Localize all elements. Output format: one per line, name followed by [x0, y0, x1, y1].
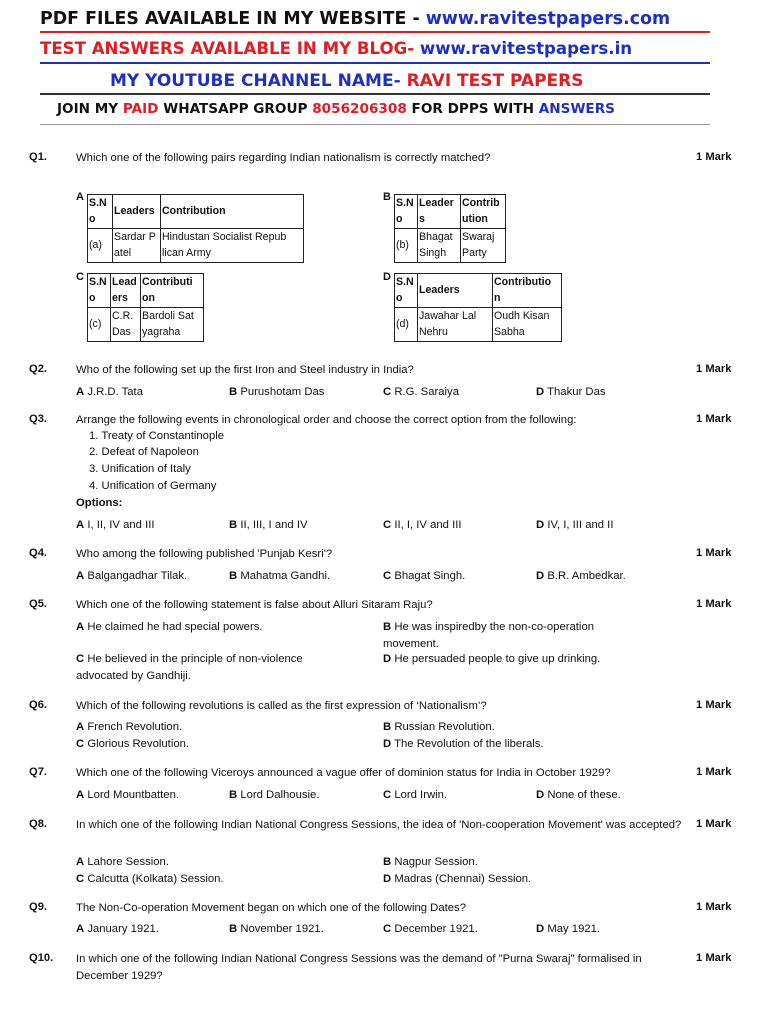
table-header-cell: Contrib ution: [461, 195, 506, 229]
answer-option-c[interactable]: [383, 787, 447, 804]
option-letter: D: [536, 386, 545, 398]
answer-option-c[interactable]: [76, 736, 189, 753]
option-text: II, I, IV and III: [394, 519, 462, 531]
question-text: In which one of the following Indian National Congress Sessions was the demand of "Purna Swaraj" formalised in December 1929?: [76, 953, 642, 982]
answer-option-b[interactable]: [229, 921, 324, 938]
answer-option-b[interactable]: [229, 517, 308, 534]
option-text: The Revolution of the liberals.: [394, 738, 544, 750]
table-cell: Sardar P atel: [113, 229, 161, 263]
list-item: 2. Defeat of Napoleon: [89, 446, 199, 458]
option-text: Glorious Revolution.: [87, 738, 190, 750]
answer-option-b[interactable]: [229, 384, 324, 401]
answer-option-d[interactable]: [383, 651, 600, 668]
answer-option-d[interactable]: [536, 787, 621, 804]
question-text: Who of the following set up the first Iron and Steel industry in India?: [76, 364, 414, 376]
table-option-label: B: [383, 191, 391, 203]
question-text: Which of the following revolutions is called as the first expression of ‘Nationalism’?: [76, 700, 487, 712]
option-text: R.G. Saraiya: [394, 386, 459, 398]
option-text: IV, I, III and II: [547, 519, 614, 531]
answer-option-c[interactable]: [76, 651, 341, 684]
option-letter: D: [383, 738, 392, 750]
answer-option-c[interactable]: [383, 384, 459, 401]
option-letter: B: [229, 386, 238, 398]
question-mark: 1 Mark: [696, 151, 732, 163]
answer-option-d[interactable]: [536, 921, 600, 938]
answer-option-a[interactable]: [76, 568, 187, 585]
option-letter: C: [76, 873, 85, 885]
question-number: Q7.: [29, 766, 48, 778]
answer-option-d[interactable]: [383, 871, 531, 888]
option-text: None of these.: [547, 789, 621, 801]
option-text: Thakur Das: [547, 386, 606, 398]
question-text: Which one of the following Viceroys announced a vague offer of dominion status for India in October 1929?: [76, 767, 611, 779]
option-text: Russian Revolution.: [394, 721, 495, 733]
option-table-d: [394, 273, 562, 342]
question-mark: 1 Mark: [696, 598, 732, 610]
option-table-b: [394, 194, 506, 263]
question-number: Q4.: [29, 547, 48, 559]
option-letter: B: [383, 856, 392, 868]
option-letter: C: [383, 519, 392, 531]
option-letter: B: [229, 789, 238, 801]
table-header-cell: Contributio n: [493, 274, 562, 308]
answer-option-a[interactable]: [76, 517, 155, 534]
option-letter: C: [76, 738, 85, 750]
question-mark: 1 Mark: [696, 766, 732, 778]
option-text: He believed in the principle of non-violence advocated by Gandhiji.: [76, 653, 303, 682]
answer-option-b[interactable]: [383, 619, 633, 652]
option-text: Purushotam Das: [240, 386, 325, 398]
option-text: Balgangadhar Tilak.: [87, 570, 188, 582]
answer-option-a[interactable]: [76, 921, 159, 938]
answer-option-c[interactable]: [76, 871, 224, 888]
option-text: Lahore Session.: [87, 856, 169, 868]
header-divider-blue: [40, 62, 710, 64]
question-mark: 1 Mark: [696, 818, 732, 830]
question-number: Q2.: [29, 363, 48, 375]
table-option-label: C: [76, 271, 84, 283]
question-number: Q5.: [29, 598, 48, 610]
question-number: Q1.: [29, 151, 48, 163]
table-header-cell: S.N o: [88, 195, 113, 229]
answer-option-a[interactable]: [76, 719, 182, 736]
table-option-label: A: [76, 191, 84, 203]
answer-option-b[interactable]: [383, 854, 478, 871]
question-mark: 1 Mark: [696, 952, 732, 964]
question-text: The Non-Co-operation Movement began on which one of the following Dates?: [76, 902, 466, 914]
option-text: He was inspiredby the non-co-operation movement.: [383, 621, 595, 650]
header-whatsapp-text-3: FOR DPPS WITH: [406, 101, 539, 117]
option-letter: B: [229, 570, 238, 582]
table-cell: Oudh Kisan Sabha: [493, 308, 562, 342]
option-text: Mahatma Gandhi.: [240, 570, 331, 582]
table-header-cell: Leaders: [418, 274, 493, 308]
answer-option-b[interactable]: [383, 719, 495, 736]
option-letter: B: [383, 621, 392, 633]
option-letter: C: [76, 653, 85, 665]
list-item: 3. Unification of Italy: [89, 463, 191, 475]
header-youtube-name: RAVI TEST PAPERS: [406, 71, 584, 91]
option-text: He claimed he had special powers.: [87, 621, 263, 633]
option-text: He persuaded people to give up drinking.: [394, 653, 601, 665]
header-blog-text: TEST ANSWERS AVAILABLE IN MY BLOG-: [40, 39, 420, 58]
table-cell: Bardoli Sat yagraha: [141, 308, 204, 342]
option-letter: C: [383, 386, 392, 398]
question-mark: 1 Mark: [696, 363, 732, 375]
option-letter: C: [383, 570, 392, 582]
answer-option-c[interactable]: [383, 517, 462, 534]
header-whatsapp-paid: PAID: [122, 101, 159, 117]
header-whatsapp-number: 8056206308: [312, 101, 407, 117]
table-cell: Swaraj Party: [461, 229, 506, 263]
option-letter: D: [536, 570, 545, 582]
option-table-c: [87, 273, 204, 342]
option-text: January 1921.: [87, 923, 159, 935]
option-text: J.R.D. Tata: [87, 386, 143, 398]
option-text: Madras (Chennai) Session.: [394, 873, 532, 885]
question-number: Q6.: [29, 699, 48, 711]
answer-option-a[interactable]: [76, 619, 263, 636]
option-letter: A: [76, 621, 85, 633]
header-website-text: PDF FILES AVAILABLE IN MY WEBSITE -: [40, 9, 426, 29]
header-youtube-line: [110, 71, 584, 91]
option-letter: B: [229, 519, 238, 531]
table-header-cell: Lead ers: [111, 274, 141, 308]
option-letter: A: [76, 789, 85, 801]
option-text: Nagpur Session.: [394, 856, 478, 868]
options-label: Options:: [76, 497, 123, 509]
question-text: Who among the following published 'Punjab Kesri'?: [76, 548, 333, 560]
header-youtube-text: MY YOUTUBE CHANNEL NAME-: [110, 71, 407, 91]
table-cell: Bhagat Singh: [418, 229, 461, 263]
option-letter: A: [76, 923, 85, 935]
option-text: B.R. Ambedkar.: [547, 570, 626, 582]
table-cell: Hindustan Socialist Repub lican Army: [161, 229, 304, 263]
option-table-a: [87, 194, 304, 263]
option-text: Lord Dalhousie.: [240, 789, 320, 801]
question-number: Q9.: [29, 901, 48, 913]
question-mark: 1 Mark: [696, 699, 732, 711]
table-header-cell: S.N o: [88, 274, 111, 308]
table-cell: (a): [88, 229, 113, 263]
question-mark: 1 Mark: [696, 547, 732, 559]
header-divider-thin: [40, 124, 710, 125]
option-text: May 1921.: [547, 923, 601, 935]
table-cell: (d): [395, 308, 418, 342]
table-header-cell: Leader s: [418, 195, 461, 229]
header-divider-red: [40, 31, 710, 33]
header-blog-link[interactable]: www.ravitestpapers.in: [419, 39, 633, 58]
question-number: Q8.: [29, 818, 48, 830]
answer-option-d[interactable]: [536, 384, 606, 401]
option-text: December 1921.: [394, 923, 478, 935]
answer-option-a[interactable]: [76, 787, 179, 804]
answer-option-d[interactable]: [383, 736, 544, 753]
question-mark: 1 Mark: [696, 901, 732, 913]
question-text: Which one of the following statement is false about Alluri Sitaram Raju?: [76, 599, 433, 611]
option-text: Lord Mountbatten.: [87, 789, 180, 801]
option-letter: D: [383, 873, 392, 885]
table-cell: C.R. Das: [111, 308, 141, 342]
option-text: II, III, I and IV: [240, 519, 308, 531]
option-text: I, II, IV and III: [87, 519, 155, 531]
header-blog-line: [40, 39, 632, 58]
option-letter: A: [76, 856, 85, 868]
table-header-cell: S.N o: [395, 195, 418, 229]
answer-option-d[interactable]: [536, 517, 613, 534]
option-letter: B: [383, 721, 392, 733]
header-divider-dark: [40, 93, 710, 95]
table-header-cell: Contribution: [161, 195, 304, 229]
list-item: 4. Unification of Germany: [89, 480, 217, 492]
header-website-link[interactable]: www.ravitestpapers.com: [425, 9, 671, 29]
answer-option-c[interactable]: [383, 921, 478, 938]
answer-option-a[interactable]: [76, 854, 169, 871]
answer-option-a[interactable]: [76, 384, 143, 401]
option-letter: D: [536, 789, 545, 801]
table-cell: (b): [395, 229, 418, 263]
table-header-cell: S.N o: [395, 274, 418, 308]
question-number: Q10.: [29, 952, 54, 964]
option-letter: A: [76, 386, 85, 398]
option-letter: D: [383, 653, 392, 665]
table-cell: Jawahar Lal Nehru: [418, 308, 493, 342]
option-letter: B: [229, 923, 238, 935]
option-letter: A: [76, 721, 85, 733]
answer-option-d[interactable]: [536, 568, 626, 585]
header-website-line: [40, 9, 670, 29]
option-text: Calcutta (Kolkata) Session.: [87, 873, 224, 885]
table-option-label: D: [383, 271, 391, 283]
option-letter: D: [536, 519, 545, 531]
option-text: French Revolution.: [87, 721, 183, 733]
answer-option-c[interactable]: [383, 568, 465, 585]
option-letter: D: [536, 923, 545, 935]
header-whatsapp-answers: ANSWERS: [538, 101, 615, 117]
header-whatsapp-line: [57, 101, 615, 117]
option-letter: A: [76, 519, 85, 531]
answer-option-b[interactable]: [229, 568, 330, 585]
question-text: In which one of the following Indian National Congress Sessions, the idea of 'Non-cooperation Movement' was accepted?: [76, 819, 682, 831]
question-mark: 1 Mark: [696, 413, 732, 425]
question-text: Arrange the following events in chronological order and choose the correct option from the following:: [76, 414, 577, 426]
header-whatsapp-text-2: WHATSAPP GROUP: [158, 101, 313, 117]
question-text: Which one of the following pairs regarding Indian nationalism is correctly matched?: [76, 152, 491, 164]
answer-option-b[interactable]: [229, 787, 319, 804]
table-cell: (c): [88, 308, 111, 342]
table-header-cell: Contributi on: [141, 274, 204, 308]
header-whatsapp-text-1: JOIN MY: [57, 101, 123, 117]
option-letter: A: [76, 570, 85, 582]
question-number: Q3.: [29, 413, 48, 425]
option-letter: C: [383, 789, 392, 801]
list-item: 1. Treaty of Constantinople: [89, 430, 225, 442]
option-text: Bhagat Singh.: [394, 570, 466, 582]
table-header-cell: Leaders: [113, 195, 161, 229]
option-text: November 1921.: [240, 923, 324, 935]
option-text: Lord Irwin.: [394, 789, 448, 801]
option-letter: C: [383, 923, 392, 935]
